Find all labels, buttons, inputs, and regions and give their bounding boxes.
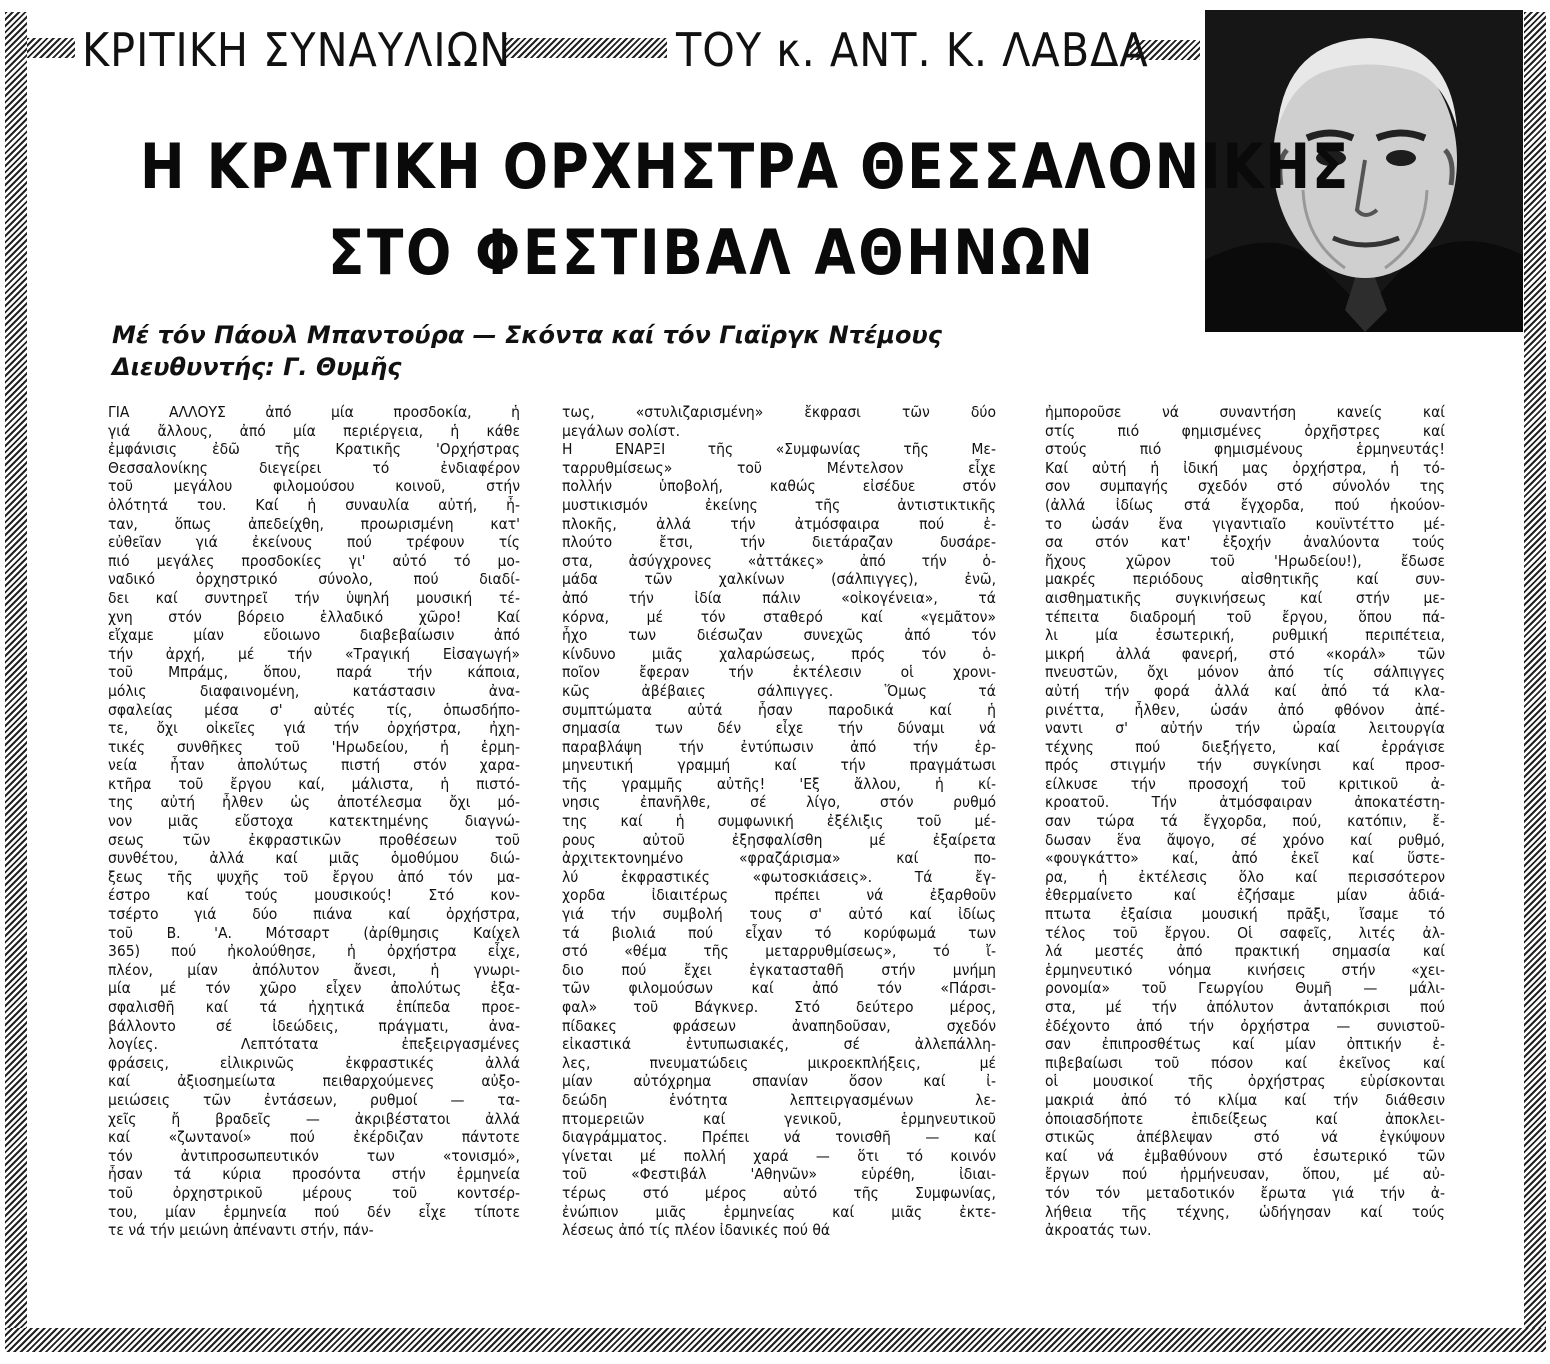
article-line: σφαλισθῆ καί τά ἠχητικά ἐπίπεδα προε- — [108, 998, 520, 1016]
article-line: μάδα τῶν χαλκίνων (σάλπιγγες), ἐνῶ, — [562, 570, 996, 589]
article-line: ρονομία» τοῦ Γεωργίου Θυμῆ — μάλι- — [1045, 979, 1445, 998]
article-line: μικρή ἀλλά φανερή, στό «κοράλ» τῶν — [1045, 644, 1445, 663]
article-line: σα στόν κατ' ἐξοχήν ἀναλύοντα τούς — [1045, 533, 1445, 552]
article-line: σημασία των δέν εἶχε τήν δύναμι νά — [562, 719, 996, 738]
article-line: ἠμποροῦσε νά συναντήση κανείς καί — [1045, 403, 1445, 421]
article-line: ρινέττα, ἦλθεν, ὡσάν ἀπό φθόνον ἀπέ- — [1045, 700, 1445, 719]
article-line: πλούτο ἔτσι, τήν διετάραζαν δυσάρε- — [562, 533, 996, 552]
article-line: ταν, ὅπως ἀπεδείχθη, προωρισμένη κατ' — [108, 514, 520, 533]
article-line: κτῆρα τοῦ ἔργου καί, μάλιστα, ἡ πιστό- — [108, 774, 520, 793]
article-line: ἀρχιτεκτονημένο «φραζάρισμα» καί πο- — [562, 849, 996, 868]
article-line: μειώσεις τῶν ἐντάσεων, ρυθμοί — τα- — [108, 1090, 520, 1109]
article-line: στίς πιό φημισμένες ὀρχῆστρες καί — [1045, 421, 1445, 440]
article-column-1 — [108, 403, 520, 1240]
article-line: λύ ἐκφραστικές «φωτοσκιάσεις». Τά ἔγ- — [562, 867, 996, 886]
article-line: μακρές περιόδους αἰσθητικῆς καί συν- — [1045, 570, 1445, 589]
article-line: λογίες. Λεπτότατα ἐπεξειργασμένες — [108, 1035, 520, 1054]
article-line: στα, ἀσύγχρονες «ἀττάκες» ἀπό τήν ὁ- — [562, 551, 996, 570]
article-line: δεώδη ἑνότητα λεπτειργασμένων λε- — [562, 1090, 996, 1109]
article-line: φράσεις, εἰλικρινῶς ἐκφραστικές ἀλλά — [108, 1053, 520, 1072]
article-line: πρός στιγμήν τήν συγκίνησι καί προσ- — [1045, 756, 1445, 775]
article-line: ὁποιασδήποτε ἐπιδείξεως καί ἀποκλει- — [1045, 1109, 1445, 1128]
article-line: Η ΕΝΑΡΞΙ τῆς «Συμφωνίας τῆς Με- — [562, 440, 996, 459]
article-line: τσέρτο γιά δύο πιάνα καί ὀρχήστρα, — [108, 905, 520, 924]
article-line: ἦσαν τά κύρια προσόντα στήν ἑρμηνεία — [108, 1165, 520, 1184]
article-line: νον μιᾶς εὔστοχα κατεκτημένης διαγνώ- — [108, 812, 520, 831]
article-line: τά βιολιά πού εἶχαν τό κορύφωμά των — [562, 923, 996, 942]
article-line: ναδικό ὀρχηστρικό σύνολο, πού διαδί- — [108, 570, 520, 589]
article-line: εἴχαμε μίαν εὔοιωνο διαβεβαίωσιν ἀπό — [108, 626, 520, 645]
article-column-3 — [1045, 403, 1445, 1240]
headline-line-2: ΣΤΟ ΦΕΣΤΙΒΑΛ ΑΘΗΝΩΝ — [328, 216, 1096, 289]
article-line: ἀκροατάς των. — [1045, 1221, 1152, 1240]
article-line: τοῦ ὀρχηστρικοῦ μέρους τοῦ κοντσέρ- — [108, 1183, 520, 1202]
article-line: ἐμφάνισις ἐδῶ τῆς Κρατικῆς 'Ορχήστρας — [108, 440, 520, 459]
header-hatch-left — [27, 38, 75, 58]
article-line: ρους αὐτοῦ ἐξησφαλίσθη μέ ἐξαίρετα — [562, 830, 996, 849]
article-line: της αὐτή ἦλθεν ὡς ἀποτέλεσμα ὄχι μό- — [108, 793, 520, 812]
article-line: του, μίαν ἑρμηνεία πού δέν εἶχε τίποτε — [108, 1202, 520, 1221]
article-line: κίνδυνο μιᾶς χαλαρώσεως, πρός τόν ὁ- — [562, 644, 996, 663]
article-line: δωσαν ἕνα ἄψογο, σέ χρόνο καί ρυθμό, — [1045, 830, 1445, 849]
article-line: πλέον, μίαν ἀπόλυτον ἄνεσι, ἡ γνωρι- — [108, 960, 520, 979]
article-line: ταρρυθμίσεως» τοῦ Μέντελσον εἶχε — [562, 458, 996, 477]
article-line: πλοκῆς, ἀλλά τήν ἀτμόσφαιρα πού ἐ- — [562, 514, 996, 533]
article-line: τήν ἀρχή, μέ τήν «Τραγική Εἰσαγωγή» — [108, 644, 520, 663]
article-line: διαγράμματος. Πρέπει νά τονισθῆ — καί — [562, 1128, 996, 1147]
article-line: ἦχο των διέσωζαν συνεχῶς ἀπό τόν — [562, 626, 996, 645]
article-line: διο πού ἔχει ἐγκατασταθῆ στήν μνήμη — [562, 960, 996, 979]
article-line: πτομερειῶν καί γενικοῦ, ἑρμηνευτικοῦ — [562, 1109, 996, 1128]
article-line: μυστικισμόν ἐκείνης τῆς ἀντιστικτικῆς — [562, 495, 996, 514]
article-line: πολλήν ὑποβολή, καθώς εἰσέδυε στόν — [562, 477, 996, 496]
article-line: τόν ἀντιπροσωπευτικόν των «τονισμό», — [108, 1146, 520, 1165]
article-line: πνευστῶν, ὄχι μόνον ἀπό τίς σάλπιγγες — [1045, 663, 1445, 682]
article-line: πιβεβαίωσι τοῦ πόσον καί ἐκεῖνος καί — [1045, 1053, 1445, 1072]
article-line: 365) πού ἠκολούθησε, ἡ ὀρχήστρα εἶχε, — [108, 942, 520, 961]
article-line: ἐνώπιον μιᾶς ἑρμηνείας καί μιᾶς ἐκτε- — [562, 1202, 996, 1221]
article-line: τέλος τοῦ ἔργου. Οἱ σαφεῖς, λιτές ἀλ- — [1045, 923, 1445, 942]
article-line: τε, ὄχι οἰκεῖες γιά τήν ὀρχήστρα, ἠχη- — [108, 719, 520, 738]
section-label: ΚΡΙΤΙΚΗ ΣΥΝΑΥΛΙΩΝ — [82, 23, 512, 77]
article-line: κῶς ἀβέβαιες σάλπιγγες. Ὅμως τά — [562, 681, 996, 700]
article-line: καί ἀξιοσημείωτα πειθαρχούμενες αὐξο- — [108, 1072, 520, 1091]
article-line: στό «θέμα τῆς μεταρρυθμίσεως», τό ἴ- — [562, 942, 996, 961]
decorative-border-left — [5, 12, 27, 1350]
article-line: κόρνα, μέ τόν σταθερό καί «γεμᾶτον» — [562, 607, 996, 626]
article-line: ποῖον ἔφεραν τήν ἐκτέλεσιν οἱ χρονι- — [562, 663, 996, 682]
article-line: τῆς γραμμῆς αὐτῆς! 'Εξ ἄλλου, ἡ κί- — [562, 774, 996, 793]
article-line: τέπειτα διαδρομή τοῦ ἔργου, ὅπου πά- — [1045, 607, 1445, 626]
article-line: «φουγκάττο» καί, ἀπό ἐκεῖ καί ὕστε- — [1045, 849, 1445, 868]
article-line: πίδακες φράσεων ἀναπηδοῦσαν, σχεδόν — [562, 1016, 996, 1035]
article-line: γιά τήν συμβολή τους σ' αὐτό καί ἰδίως — [562, 905, 996, 924]
article-line: ἤχους χῶρον τοῦ 'Ηρωδείου!), ἔδωσε — [1045, 551, 1445, 570]
article-line: λι μία ἐσωτερική, ρυθμική περιπέτεια, — [1045, 626, 1445, 645]
article-line: γιά ἄλλους, ἀπό μία περιέργεια, ἡ κάθε — [108, 421, 520, 440]
article-line: λέσεως ἀπό τίς πλέον ἰδανικές πού θά — [562, 1221, 831, 1240]
article-line: τοῦ μεγάλου φιλομούσου κοινοῦ, στήν — [108, 477, 520, 496]
article-line: φαλ» τοῦ Βάγκνερ. Στό δεύτερο μέρος, — [562, 998, 996, 1016]
article-line: πιό μεγάλες προσδοκίες γι' αὐτό τό μο- — [108, 551, 520, 570]
article-line: χνη στόν βόρειο ἑλλαδικό χῶρο! Καί — [108, 607, 520, 626]
article-line: λά μεστές ἀπό πρακτική σημασία καί — [1045, 942, 1445, 961]
article-line: νησις ἐπανῆλθε, σέ λίγο, στόν ρυθμό — [562, 793, 996, 812]
article-line: μόλις διαφαινομένη, κατάστασιν ἀνα- — [108, 681, 520, 700]
article-line: στούς πιό φημισμένους ἑρμηνευτάς! — [1045, 440, 1445, 459]
article-line: τως, «στυλιζαρισμένη» ἔκφρασι τῶν δύο — [562, 403, 996, 421]
article-line: ἑρμηνευτικό νόημα κινήσεις στήν «χει- — [1045, 960, 1445, 979]
article-line: είλκυσε τήν προσοχή τοῦ κριτικοῦ ἀ- — [1045, 774, 1445, 793]
article-line: Θεσσαλονίκης διεγείρει τό ἐνδιαφέρον — [108, 458, 520, 477]
article-column-2 — [562, 403, 996, 1240]
article-line: στα, μέ τήν ἀπόλυτον ἀνταπόκρισι πού — [1045, 998, 1445, 1016]
article-line: μηνευτική γραμμή καί τήν πραγμάτωσι — [562, 756, 996, 775]
article-line: τέρως στό μέρος αὐτό τῆς Συμφωνίας, — [562, 1183, 996, 1202]
article-line: λήθεια τῆς τέχνης, ὡδήγησαν καί τούς — [1045, 1202, 1445, 1221]
article-line: ὁλότητά του. Καί ἡ συναυλία αὐτή, ἦ- — [108, 495, 520, 514]
article-line: δει καί συντηρεῖ τήν ὑψηλή μουσική τέ- — [108, 588, 520, 607]
article-line: σεως τῶν ἐκφραστικῶν προθέσεων τοῦ — [108, 830, 520, 849]
article-line: χορδα ἰδιαιτέρως πρέπει νά ἐξαρθοῦν — [562, 886, 996, 905]
article-line: οἱ μουσικοί τῆς ὀρχήστρας εὑρίσκονται — [1045, 1072, 1445, 1091]
article-line: παραβλάψη τήν ἐντύπωσιν ἀπό τήν ἑρ- — [562, 737, 996, 756]
article-line: ναντι σ' αὐτήν τήν ὡραία λειτουργία — [1045, 719, 1445, 738]
article-line: αὐτή τήν φορά ἀλλά καί ἀπό τά κλα- — [1045, 681, 1445, 700]
article-line: εἰκαστικά ἐντυπωσιακές, σέ ἀλλεπάλλη- — [562, 1035, 996, 1054]
article-line: πτωτα ἐξαίσια μουσική πρᾶξι, ἴσαμε τό — [1045, 905, 1445, 924]
article-line: κροατοῦ. Τήν ἀτμόσφαιραν ἀποκατέστη- — [1045, 793, 1445, 812]
article-line: ξεως τῆς ψυχῆς τοῦ ἔργου ἀπό τόν μα- — [108, 867, 520, 886]
article-line: της καί ἡ συμφωνική ἐξέλιξις τοῦ μέ- — [562, 812, 996, 831]
article-line: σαν ἐπιπροσθέτως καί μίαν ὀπτικήν ἐ- — [1045, 1035, 1445, 1054]
article-line: ἐθερμαίνετο καί ἐζήσαμε μίαν ἀδιά- — [1045, 886, 1445, 905]
decorative-border-bottom — [5, 1328, 1546, 1352]
article-line: τοῦ «Φεστιβάλ 'Αθηνῶν» εὑρέθη, ἰδιαι- — [562, 1165, 996, 1184]
article-line: ἔργων πού ἡρμήνευσαν, ὅπου, μέ αὐ- — [1045, 1165, 1445, 1184]
article-line: καί «ζωντανοί» πού ἐκέρδιζαν πάντοτε — [108, 1128, 520, 1147]
article-line: τέχνης πού διεξήγετο, καί ἐρράγισε — [1045, 737, 1445, 756]
article-line: ἐδέχοντο ἀπό τήν ὀρχήστρα — συνιστοῦ- — [1045, 1016, 1445, 1035]
article-line: τοῦ Μπράμς, ὅπου, παρά τήν κάποια, — [108, 663, 520, 682]
article-line: ρα, ἡ ἐκτέλεσις ὅλο καί περισσότερον — [1045, 867, 1445, 886]
headline-line-1: Η ΚΡΑΤΙΚΗ ΟΡΧΗΣΤΡΑ ΘΕΣΣΑΛΟΝΙΚΗΣ — [140, 130, 1351, 203]
article-line: τικές συνθῆκες τοῦ 'Ηρωδείου, ἡ ἑρμη- — [108, 737, 520, 756]
article-line: σαν τώρα τά ἔγχορδα, πού, κατόπιν, ἔ- — [1045, 812, 1445, 831]
header-hatch-middle — [505, 38, 667, 58]
article-line: νεία ἦταν ἀπολύτως πιστή στόν χαρα- — [108, 756, 520, 775]
article-line: τοῦ Β. 'Α. Μότσαρτ (ἀρίθμησις Καίχελ — [108, 923, 520, 942]
article-line: ΓΙΑ ΑΛΛΟΥΣ ἀπό μία προσδοκία, ἡ — [108, 403, 520, 421]
article-line: μία μέ τόν χῶρο εἶχεν ἀπολύτως ἐξα- — [108, 979, 520, 998]
article-line: σον συμπαγής σχεδόν στό σύνολόν της — [1045, 477, 1445, 496]
article-line: μεγάλων σολίστ. — [562, 421, 680, 440]
article-line: αισθηματικῆς συγκινήσεως καί στήν με- — [1045, 588, 1445, 607]
article-line: Καί αὐτή ἡ ἰδική μας ὀρχήστρα, ἡ τό- — [1045, 458, 1445, 477]
article-line: στικῶς ἀπέβλεψαν στό νά ἐγκύψουν — [1045, 1128, 1445, 1147]
article-line: τε νά τήν μειώνη ἀπέναντι στήν, πάν- — [108, 1221, 374, 1240]
decorative-border-right — [1524, 12, 1546, 1350]
article-line: τόν τόν μεταδοτικόν ἔρωτα γιά τήν ἀ- — [1045, 1183, 1445, 1202]
article-line: βάλλοντο σέ ἰδεώδεις, πράγματι, ἀνα- — [108, 1016, 520, 1035]
article-line: συμπτώματα αὐτά ἦσαν παροδικά καί ἡ — [562, 700, 996, 719]
article-line: μίαν αὐτόχρημα σπανίαν ὅσον καί ἰ- — [562, 1072, 996, 1091]
subtitle-performers: Μέ τόν Πάουλ Μπαντούρα — Σκόντα καί τόν Γιαϊργκ Ντέμους — [112, 321, 942, 349]
article-line: συνθέτου, ἀλλά καί μιᾶς ὁμοθύμου διώ- — [108, 849, 520, 868]
article-line: (ἀλλά ἰδίως στά ἔγχορδα, πού ἠκούον- — [1045, 495, 1445, 514]
article-line: τῶν φιλομούσων καί ἀπό τόν «Πάρσι- — [562, 979, 996, 998]
article-line: καί νά ἐμβαθύνουν στό ἐσωτερικό τῶν — [1045, 1146, 1445, 1165]
article-line: ἀπό τήν ἰδία πάλιν «οἰκογένεια», τά — [562, 588, 996, 607]
subtitle-conductor: Διευθυντής: Γ. Θυμῆς — [112, 353, 402, 381]
article-line: σφαλείας μέσα σ' αὐτές τίς, ὁπωσδήπο- — [108, 700, 520, 719]
article-line: εὐθεῖαν γιά ἐκείνους πού τρέφουν τίς — [108, 533, 520, 552]
article-line: μακριά ἀπό τό κλίμα καί τήν διάθεσιν — [1045, 1090, 1445, 1109]
author-byline: ΤΟΥ κ. ΑΝΤ. Κ. ΛΑΒΔΑ — [676, 23, 1149, 77]
article-line: λες, πνευματώδεις μικροεκπλήξεις, μέ — [562, 1053, 996, 1072]
article-line: χεῖς ἤ βραδεῖς — ἀκριβέστατοι ἀλλά — [108, 1109, 520, 1128]
article-line: γίνεται μέ πολλή χαρά — ὅτι τό κοινόν — [562, 1146, 996, 1165]
article-line: έστρο καί τούς μουσικούς! Στό κον- — [108, 886, 520, 905]
article-line: το ὡσάν ἕνα γιγαντιαῖο κουϊντέττο μέ- — [1045, 514, 1445, 533]
